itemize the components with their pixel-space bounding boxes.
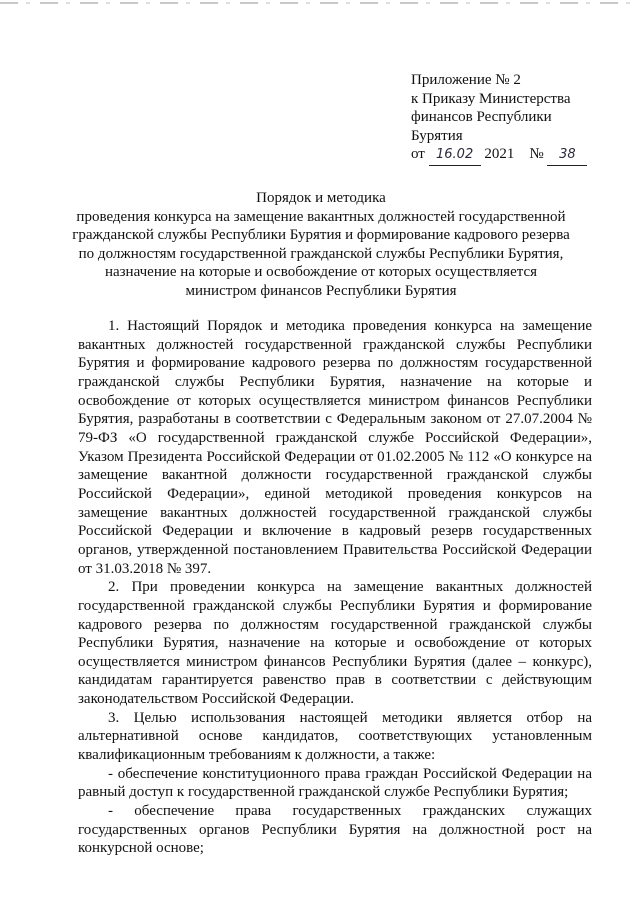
title-line: Порядок и методика bbox=[256, 190, 386, 206]
list-item: - обеспечение права государственных гражданских служащих государственных органов Республики Бурятия на должностной рост на конкурсной основе; bbox=[78, 803, 592, 857]
title-line: проведения конкурса на замещение вакантных должностей государственной bbox=[76, 208, 566, 225]
scan-edge-artifact bbox=[0, 2, 640, 4]
paragraph-2: 2. При проведении конкурса на замещение вакантных должностей государственной гражданской службы Республики Бурятия и формирование кадрового резерва по должностям государственной гражданской службы Республики Бурятия, назначение на которые и освобождение от которых осуществляется министром финансов Республики Бурятия (далее – конкурс), кандидатам гарантируется равенство прав в соответствии с действующим законодательством Российской Федерации. bbox=[78, 579, 592, 708]
number-prefix: № bbox=[529, 146, 544, 162]
paragraph-1: 1. Настоящий Порядок и методика проведения конкурса на замещение вакантных должностей государственной гражданской службы Республики Бурятия и формирование кадрового резерва по должностям государственной гражданской службы Республики Бурятия, назначение на которые и освобождение от которых осуществляется министром финансов Республики Бурятия, разработаны в соответствии с Федеральным законом от 27.07.2004 № 79-ФЗ «О государственной гражданской службе Российской Федерации», Указом Президента Российской Федерации от 01.02.2005 № 112 «О конкурсе на замещение вакантной должности государственной гражданской службы Российской Федерации», единой методикой проведения конкурсов на замещение вакантных должностей государственной гражданской службы Российской Федерации и включение в кадровый резерв государственных органов, утвержденной постановлением Правительства Российской Федерации от 31.03.2018 № 397. bbox=[78, 318, 592, 577]
appendix-line: Бурятия bbox=[411, 127, 463, 144]
appendix-date-line bbox=[411, 145, 611, 166]
paragraph-3: 3. Целью использования настоящей методики является отбор на альтернативной основе кандидатов, соответствующих установленным квалификационным требованиям к должности, а также: bbox=[78, 709, 592, 764]
list-item: - обеспечение конституционного права граждан Российской Федерации на равный доступ к государственной гражданской службе Республики Бурятия; bbox=[78, 765, 592, 801]
handwritten-date: 16.02 bbox=[429, 146, 481, 166]
handwritten-number: 38 bbox=[547, 146, 587, 166]
appendix-line: Приложение № 2 bbox=[411, 72, 521, 88]
appendix-line: к Приказу Министерства bbox=[411, 90, 571, 107]
title-line: гражданской службы Республики Бурятия и формирование кадрового резерва bbox=[72, 227, 570, 244]
appendix-line: финансов Республики bbox=[411, 109, 552, 125]
document-title bbox=[64, 189, 578, 301]
appendix-block bbox=[411, 71, 611, 166]
date-prefix: от bbox=[411, 146, 425, 162]
title-line: министром финансов Республики Бурятия bbox=[185, 282, 457, 299]
document-body bbox=[78, 317, 592, 858]
title-line: по должностям государственной гражданской службы Республики Бурятия, bbox=[78, 245, 564, 262]
title-line: назначение на которые и освобождение от которых осуществляется bbox=[104, 264, 538, 281]
date-year: 2021 bbox=[484, 146, 515, 162]
